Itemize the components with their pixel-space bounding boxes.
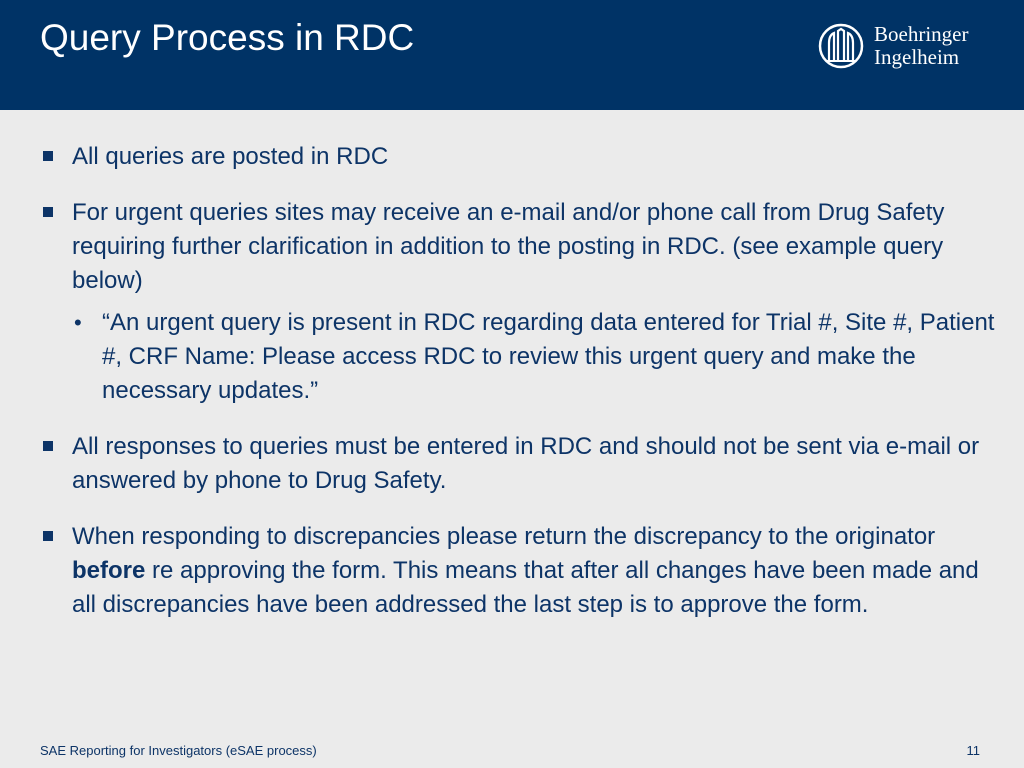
sub-bullet-text: “An urgent query is present in RDC regarding data entered for Trial #, Site #, Patient #, CRF Name: Please access RDC to review this urgent query and make the necessary updates.” [102, 309, 995, 404]
bullet-text: All queries are posted in RDC [72, 143, 389, 170]
bullet-text: For urgent queries sites may receive an e-mail and/or phone call from Drug Safety requiring further clarification in addition to the posting in RDC. (see example query below) [72, 199, 945, 294]
footer-caption: SAE Reporting for Investigators (eSAE process) [40, 743, 317, 758]
bullet-item [40, 140, 995, 174]
slide-header [0, 0, 1024, 110]
logo-line-2: Ingelheim [874, 45, 960, 69]
bullet-item [40, 196, 995, 408]
slide-title: Query Process in RDC [40, 17, 415, 58]
bullet-item [40, 430, 995, 498]
boehringer-emblem-icon [818, 21, 864, 71]
bullet-item [40, 520, 995, 622]
slide-body [40, 140, 995, 644]
square-bullet-icon [43, 207, 53, 217]
bullet-text-part: When responding to discrepancies please return the discrepancy to the originator [72, 523, 936, 550]
square-bullet-icon [43, 441, 53, 451]
logo-line-1: Boehringer [874, 22, 969, 46]
square-bullet-icon [43, 151, 53, 161]
dot-bullet-icon: • [74, 310, 82, 335]
bullet-emphasis: before [72, 557, 146, 584]
company-logo [818, 18, 1008, 74]
sub-bullet-item [40, 306, 995, 408]
page-number: 11 [966, 743, 980, 758]
square-bullet-icon [43, 531, 53, 541]
bullet-text: All responses to queries must be entered in RDC and should not be sent via e-mail or answered by phone to Drug Safety. [72, 433, 980, 494]
logo-wordmark [874, 23, 968, 69]
bullet-text-part: re approving the form. This means that after all changes have been made and all discrepancies have been addressed the last step is to approve the form. [72, 557, 979, 618]
